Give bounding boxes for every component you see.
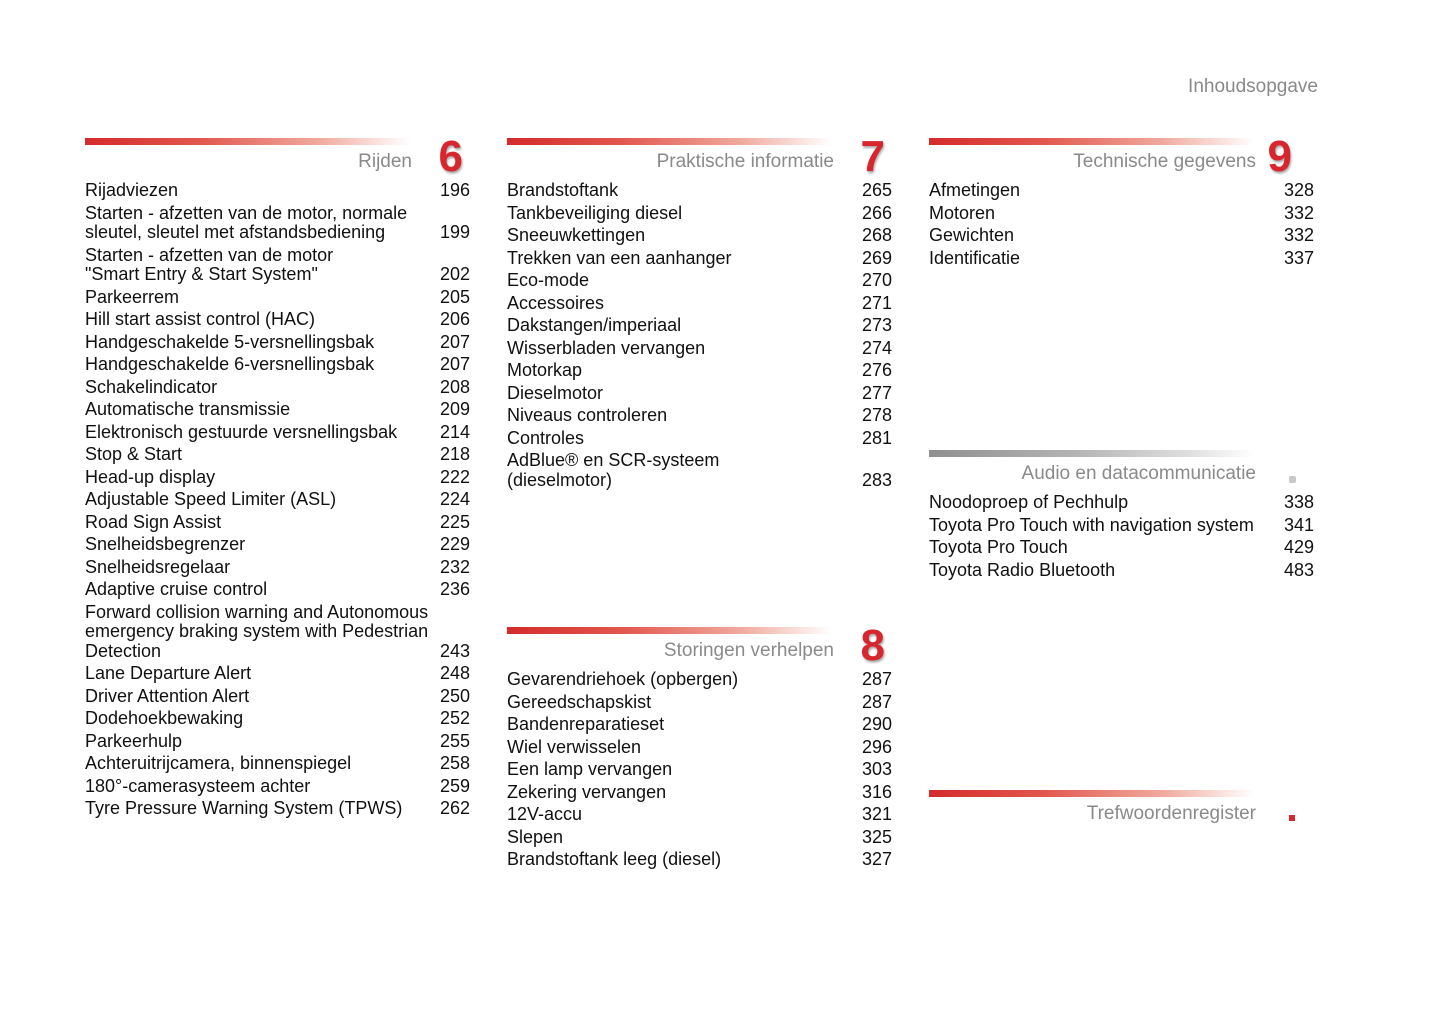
toc-entry[interactable] <box>507 693 892 713</box>
toc-entry-label: Sneeuwkettingen <box>507 225 646 245</box>
toc-entry[interactable] <box>85 333 470 353</box>
toc-entry-label: Snelheidsregelaar <box>85 556 231 577</box>
toc-entry-label: Tankbeveiliging diesel <box>507 202 683 223</box>
toc-entry[interactable] <box>929 181 1314 201</box>
toc-entry[interactable] <box>85 288 470 308</box>
toc-entry-label: Wiel verwisselen <box>507 736 642 757</box>
toc-entry[interactable] <box>85 664 470 684</box>
toc-entry-label: Motoren <box>929 202 996 223</box>
toc-entry-label: Wisserbladen vervangen <box>507 337 706 358</box>
toc-entry[interactable] <box>507 204 892 224</box>
toc-entry-page: 206 <box>439 309 470 329</box>
toc-entry[interactable] <box>507 316 892 336</box>
toc-entry-page: 229 <box>439 534 470 554</box>
toc-entry-label: Handgeschakelde 5-versnellingsbak <box>85 331 375 352</box>
toc-entry-label: Motorkap <box>507 360 583 380</box>
toc-entry-label: Head-up display <box>85 466 216 487</box>
toc-list <box>929 181 1314 271</box>
toc-entry[interactable] <box>85 310 470 330</box>
toc-entry-label: Stop & Start <box>85 444 183 464</box>
section-bar <box>929 790 1254 797</box>
toc-entry[interactable] <box>507 760 892 780</box>
toc-entry-label: Toyota Pro Touch <box>929 537 1068 557</box>
toc-entry-label: Elektronisch gestuurde versnellingsbak <box>85 421 398 442</box>
toc-entry-page: 218 <box>439 444 470 464</box>
toc-entry-page: 337 <box>1283 247 1314 268</box>
toc-entry-label: Niveaus controleren <box>507 405 668 425</box>
toc-entry[interactable] <box>929 516 1314 536</box>
toc-entry-page: 248 <box>439 663 470 683</box>
toc-entry-label: Tyre Pressure Warning System (TPWS) <box>85 798 403 818</box>
toc-entry[interactable] <box>507 670 892 690</box>
toc-entry[interactable] <box>507 783 892 803</box>
toc-entry-page: 250 <box>439 685 470 706</box>
toc-entry[interactable] <box>507 271 892 291</box>
toc-entry-page: 262 <box>439 798 470 818</box>
toc-entry-label: Gewichten <box>929 225 1015 245</box>
toc-entry-page: 278 <box>861 405 892 425</box>
toc-list <box>507 181 892 493</box>
toc-entry-label: Eco-mode <box>507 270 590 290</box>
toc-entry-label: Parkeerhulp <box>85 730 183 751</box>
section-number: 8 <box>860 621 885 670</box>
toc-entry-label: Dakstangen/imperiaal <box>507 315 682 335</box>
toc-entry-page: 274 <box>861 337 892 358</box>
toc-entry-label: Rijadviezen <box>85 180 179 200</box>
toc-entry-label: Afmetingen <box>929 180 1021 200</box>
toc-entry-page: 338 <box>1283 492 1314 512</box>
toc-entry-page: 287 <box>861 691 892 712</box>
toc-entry-label: Slepen <box>507 826 564 847</box>
toc-list <box>929 493 1314 583</box>
toc-entry[interactable] <box>85 246 470 285</box>
toc-entry[interactable] <box>507 226 892 246</box>
toc-entry-label: Achteruitrijcamera, binnenspiegel <box>85 753 352 773</box>
toc-entry[interactable] <box>929 226 1314 246</box>
toc-entry-label: Parkeerrem <box>85 286 180 307</box>
toc-entry-label: Noodoproep of Pechhulp <box>929 492 1129 512</box>
toc-entry[interactable] <box>507 850 892 870</box>
toc-entry-page: 332 <box>1283 202 1314 223</box>
section-marker-icon <box>1289 815 1295 821</box>
toc-entry[interactable] <box>929 249 1314 269</box>
toc-entry-label: 12V-accu <box>507 804 583 824</box>
toc-entry-label: Toyota Radio Bluetooth <box>929 559 1116 580</box>
toc-list <box>85 181 470 822</box>
toc-entry[interactable] <box>85 378 470 398</box>
toc-entry-page: 269 <box>861 247 892 268</box>
toc-entry[interactable] <box>85 580 470 600</box>
toc-entry[interactable] <box>929 538 1314 558</box>
toc-entry-label: Zekering vervangen <box>507 781 667 802</box>
toc-entry-page: 273 <box>861 315 892 335</box>
toc-entry-page: 224 <box>439 489 470 509</box>
toc-entry[interactable] <box>85 400 470 420</box>
toc-entry-page: 255 <box>439 730 470 751</box>
toc-entry-page: 277 <box>861 382 892 403</box>
toc-entry-label: Toyota Pro Touch with navigation system <box>929 514 1254 535</box>
toc-entry-page: 325 <box>861 826 892 847</box>
section-title[interactable]: Rijden <box>358 151 412 172</box>
toc-entry[interactable] <box>85 445 470 465</box>
toc-entry-label: Gevarendriehoek (opbergen) <box>507 669 739 689</box>
toc-entry-page: 296 <box>861 736 892 757</box>
toc-entry[interactable] <box>85 535 470 555</box>
toc-entry-page: 199 <box>439 222 470 242</box>
section-title[interactable]: Technische gegevens <box>1073 151 1256 172</box>
toc-entry-label: Dieselmotor <box>507 382 604 403</box>
toc-entry-label: Gereedschapskist <box>507 691 652 712</box>
toc-entry-page: 205 <box>439 286 470 307</box>
toc-entry[interactable] <box>929 561 1314 581</box>
toc-entry-page: 281 <box>861 427 892 448</box>
toc-entry-label: Hill start assist control (HAC) <box>85 309 316 329</box>
toc-entry-label: Dodehoekbewaking <box>85 708 244 728</box>
section-title[interactable]: Audio en datacommunicatie <box>1021 463 1256 484</box>
toc-entry[interactable] <box>85 423 470 443</box>
toc-list <box>507 670 892 873</box>
toc-entry-page: 222 <box>439 466 470 487</box>
toc-entry-page: 327 <box>861 849 892 869</box>
toc-entry[interactable] <box>507 805 892 825</box>
section-title[interactable]: Trefwoordenregister <box>1086 803 1256 824</box>
toc-entry[interactable] <box>85 732 470 752</box>
toc-entry-page: 287 <box>861 669 892 689</box>
toc-entry-page: 232 <box>439 556 470 577</box>
toc-entry[interactable] <box>507 828 892 848</box>
toc-entry-page: 283 <box>861 469 892 490</box>
toc-entry[interactable] <box>507 294 892 314</box>
toc-entry[interactable] <box>507 384 892 404</box>
toc-entry[interactable] <box>85 799 470 819</box>
toc-entry[interactable] <box>507 451 892 490</box>
toc-entry-label: Bandenreparatieset <box>507 714 665 734</box>
toc-entry-label: Een lamp vervangen <box>507 759 673 779</box>
toc-entry[interactable] <box>85 181 470 201</box>
toc-entry[interactable] <box>85 204 470 243</box>
toc-entry-page: 270 <box>861 270 892 290</box>
toc-entry-label: Controles <box>507 427 585 448</box>
toc-entry-page: 252 <box>439 708 470 728</box>
toc-entry-label: Starten - afzetten van de motor, normale sleutel, sleutel met afstandsbediening <box>85 202 408 242</box>
toc-entry[interactable] <box>85 490 470 510</box>
toc-entry-page: 258 <box>439 753 470 773</box>
toc-entry[interactable] <box>85 777 470 797</box>
toc-entry[interactable] <box>507 249 892 269</box>
toc-entry[interactable] <box>85 709 470 729</box>
toc-entry-label: Road Sign Assist <box>85 511 222 532</box>
toc-entry-label: Schakelindicator <box>85 376 218 397</box>
toc-entry-page: 236 <box>439 579 470 599</box>
toc-entry[interactable] <box>85 513 470 533</box>
toc-entry-page: 303 <box>861 759 892 779</box>
section-bar <box>929 138 1254 145</box>
toc-entry-page: 271 <box>861 292 892 313</box>
toc-entry[interactable] <box>507 738 892 758</box>
toc-entry-label: Brandstoftank <box>507 180 619 200</box>
toc-entry[interactable] <box>507 361 892 381</box>
toc-entry[interactable] <box>85 468 470 488</box>
toc-entry[interactable] <box>507 406 892 426</box>
toc-entry-page: 266 <box>861 202 892 223</box>
toc-entry[interactable] <box>507 715 892 735</box>
toc-entry-page: 321 <box>861 804 892 824</box>
toc-entry-page: 290 <box>861 714 892 734</box>
section-title[interactable]: Praktische informatie <box>656 151 834 172</box>
toc-entry-label: Adjustable Speed Limiter (ASL) <box>85 489 337 509</box>
toc-entry-label: Brandstoftank leeg (diesel) <box>507 849 722 869</box>
toc-entry-page: 265 <box>861 180 892 200</box>
toc-entry-page: 341 <box>1283 514 1314 535</box>
toc-entry-page: 243 <box>439 640 470 661</box>
toc-entry[interactable] <box>85 355 470 375</box>
toc-entry-label: Lane Departure Alert <box>85 663 252 683</box>
section-bar <box>507 138 832 145</box>
toc-entry[interactable] <box>929 204 1314 224</box>
toc-entry[interactable] <box>929 493 1314 513</box>
toc-entry-page: 259 <box>439 775 470 796</box>
toc-entry[interactable] <box>507 181 892 201</box>
toc-entry-page: 208 <box>439 376 470 397</box>
section-number: 7 <box>860 132 885 181</box>
section-title[interactable]: Storingen verhelpen <box>663 640 834 661</box>
toc-entry-page: 268 <box>861 225 892 245</box>
toc-entry-label: Snelheidsbegrenzer <box>85 534 246 554</box>
toc-entry-label: Accessoires <box>507 292 605 313</box>
toc-entry-page: 483 <box>1283 559 1314 580</box>
toc-entry-label: Driver Attention Alert <box>85 685 250 706</box>
toc-entry-label: Automatische transmissie <box>85 399 291 419</box>
toc-entry-page: 207 <box>439 354 470 374</box>
toc-entry[interactable] <box>85 754 470 774</box>
toc-entry-page: 225 <box>439 511 470 532</box>
section-number: 9 <box>1267 132 1292 181</box>
section-bar <box>85 138 410 145</box>
toc-entry[interactable] <box>507 339 892 359</box>
toc-entry-label: AdBlue® en SCR-systeem (dieselmotor) <box>507 450 720 490</box>
toc-entry-label: 180°-camerasysteem achter <box>85 775 311 796</box>
section-bar <box>507 627 832 634</box>
section-number: 6 <box>438 132 463 181</box>
toc-entry-label: Trekken van een aanhanger <box>507 247 732 268</box>
toc-entry-page: 328 <box>1283 180 1314 200</box>
toc-entry-label: Identificatie <box>929 247 1021 268</box>
toc-entry[interactable] <box>85 603 470 662</box>
toc-entry[interactable] <box>507 429 892 449</box>
section-bar <box>929 450 1254 457</box>
toc-entry-page: 207 <box>439 331 470 352</box>
toc-entry-label: Starten - afzetten van de motor "Smart Entry & Start System" <box>85 244 334 284</box>
toc-entry[interactable] <box>85 558 470 578</box>
section-marker-icon <box>1289 476 1296 483</box>
toc-entry-page: 316 <box>861 781 892 802</box>
toc-entry-page: 214 <box>439 421 470 442</box>
toc-entry-page: 332 <box>1283 225 1314 245</box>
toc-entry-page: 276 <box>861 360 892 380</box>
toc-entry[interactable] <box>85 687 470 707</box>
toc-entry-label: Adaptive cruise control <box>85 579 268 599</box>
page-title: Inhoudsopgave <box>1188 76 1318 97</box>
toc-entry-page: 209 <box>439 399 470 419</box>
toc-entry-page: 202 <box>439 264 470 284</box>
toc-entry-label: Forward collision warning and Autonomous emergency braking system with Pedestrian Detection <box>85 601 429 661</box>
toc-entry-page: 429 <box>1283 537 1314 557</box>
toc-entry-label: Handgeschakelde 6-versnellingsbak <box>85 354 375 374</box>
toc-entry-page: 196 <box>439 180 470 200</box>
